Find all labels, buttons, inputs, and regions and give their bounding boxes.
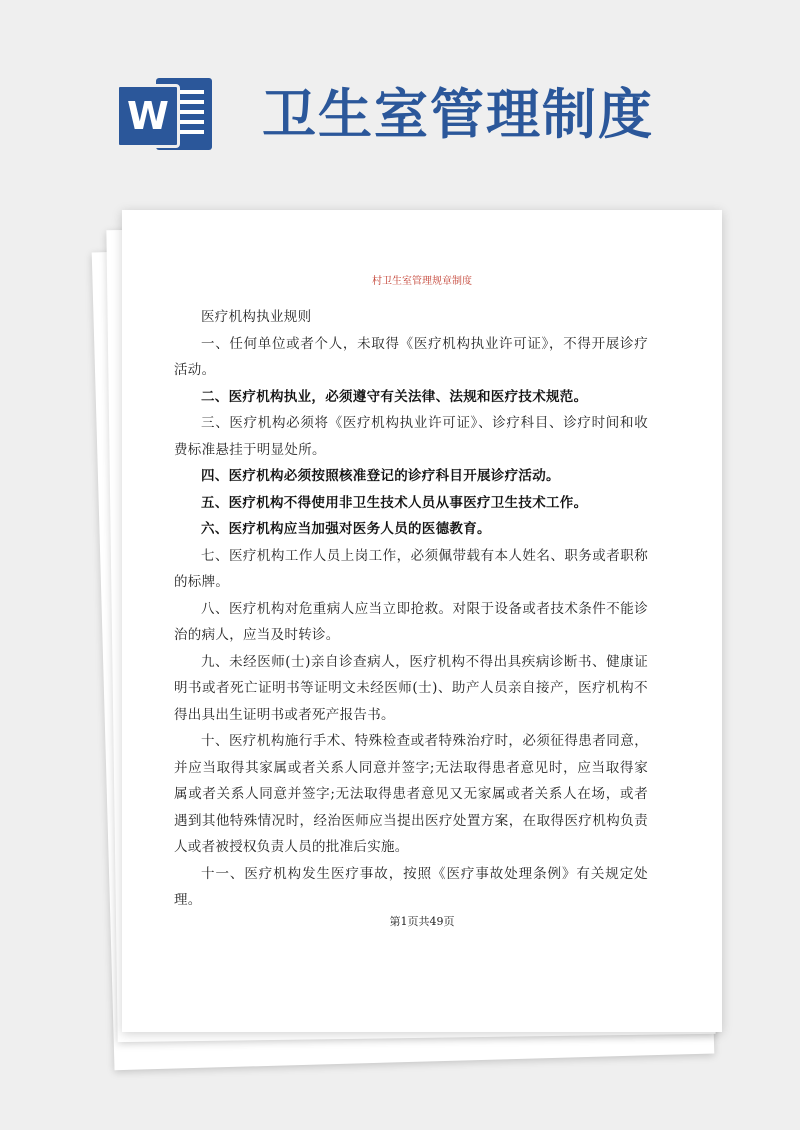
paragraph: 四、医疗机构必须按照核准登记的诊疗科目开展诊疗活动。	[201, 468, 560, 484]
paragraph: 九、未经医师(士)亲自诊查病人，医疗机构不得出具疾病诊断书、健康证明书或者死亡证明书等证明文未经医师(士)、助产人员亲自接产，医疗机构不得出具出生证明书或者死产报告书。	[174, 653, 648, 723]
paragraph: 五、医疗机构不得使用非卫生技术人员从事医疗卫生技术工作。	[201, 494, 588, 511]
paragraph: 八、医疗机构对危重病人应当立即抢救。对限于设备或者技术条件不能诊治的病人，应当及时转诊。	[174, 600, 648, 643]
header	[0, 0, 800, 200]
paragraph: 六、医疗机构应当加强对医务人员的医德教育。	[201, 521, 491, 537]
paragraph: 医疗机构执业规则	[201, 309, 312, 325]
paragraph: 二、医疗机构执业，必须遵守有关法律、法规和医疗技术规范。	[201, 388, 588, 405]
paragraph: 十一、医疗机构发生医疗事故，按照《医疗事故处理条例》有关规定处理。	[174, 865, 648, 908]
page-footer: 第1页共49页	[389, 915, 455, 928]
paragraph: 三、医疗机构必须将《医疗机构执业许可证》、诊疗科目、诊疗时间和收费标准悬挂于明显处所。	[174, 415, 648, 458]
word-icon	[116, 74, 216, 154]
document-page	[122, 210, 722, 1032]
document-body	[174, 304, 648, 914]
paragraph: 十、医疗机构施行手术、特殊检查或者特殊治疗时，必须征得患者同意，并应当取得其家属或者关系人同意并签字;无法取得患者意见时，应当取得家属或者关系人同意并签字;无法取得患者意见又无家属或者关系人在场，或者遇到其他特殊情况时，经治医师应当提出医疗处置方案，在取得医疗机构负责人或者被授权负责人员的批准后实施。	[174, 733, 648, 855]
paragraph: 一、任何单位或者个人，未取得《医疗机构执业许可证》，不得开展诊疗活动。	[174, 335, 648, 378]
paragraph: 七、医疗机构工作人员上岗工作，必须佩带载有本人姓名、职务或者职称的标牌。	[174, 547, 648, 590]
page-title: 卫生室管理制度	[262, 83, 654, 146]
word-badge-letter: W	[116, 84, 180, 148]
document-heading: 村卫生室管理规章制度	[372, 276, 472, 287]
